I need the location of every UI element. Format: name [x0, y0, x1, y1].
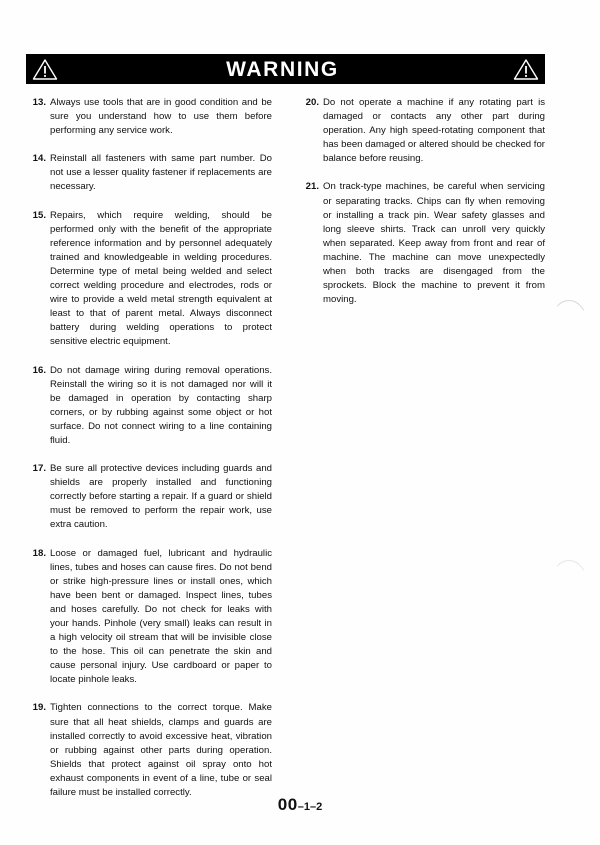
- list-item-number: 20.: [305, 97, 319, 108]
- warning-banner: [26, 54, 545, 84]
- list-item-number: 17.: [32, 463, 46, 475]
- list-item-text: Reinstall all fasteners with same part number. Do not use a lesser quality fastener if replacements are necessary.: [50, 153, 272, 193]
- list-item-number: 15.: [32, 209, 46, 221]
- list-item-text: On track-type machines, be careful when servicing or separating tracks. Chips can fly when removing or installing a track pin. Wear safety glasses and long sleeve shirts. Track can unroll very quickly when separated. Keep away from front and rear of machine. The machine can move unexpectedly when both tracks are disengaged from the sprockets. Block the machine to prevent it from moving.: [323, 181, 545, 306]
- list-item: [26, 547, 272, 688]
- list-item-number: 13.: [32, 97, 46, 108]
- list-item: [26, 209, 272, 350]
- list-item-number: 18.: [32, 547, 46, 559]
- list-item: [26, 364, 272, 449]
- warning-title: WARNING: [226, 57, 339, 81]
- page-footer: [0, 795, 600, 815]
- list-item: [299, 96, 545, 166]
- list-item-text: Do not operate a machine if any rotating part is damaged or contacts any other part during operation. Any high speed-rotating component that has been damaged or altered should be checked for balance before reusing.: [323, 97, 545, 165]
- scan-artifact-arc: [551, 560, 587, 582]
- list-item: [299, 180, 545, 307]
- left-column: [26, 96, 272, 814]
- list-item: [26, 96, 272, 138]
- list-item: [26, 462, 272, 532]
- list-item-text: Repairs, which require welding, should be performed only with the benefit of the appropriate reference information and by personnel adequately trained and knowledgeable in welding procedures. Determine type of metal being welded and select correct welding procedure and electrodes, rods or wire to provide a weld metal strength equivalent at least to that of parent metal. Always disconnect battery during welding operations to protect sensitive electric equipment.: [50, 209, 272, 348]
- list-item-text: Tighten connections to the correct torque. Make sure that all heat shields, clamps and guards are installed correctly to avoid excessive heat, vibration or rubbing against other parts during operation. Shields that protect against oil spray onto hot exhaust components in event of a line, tube or seal failure must be installed correctly.: [50, 702, 272, 799]
- list-item-text: Always use tools that are in good condition and be sure you understand how to use them before performing any service work.: [50, 97, 272, 137]
- list-item-text: Loose or damaged fuel, lubricant and hydraulic lines, tubes and hoses can cause fires. Do not bend or strike high-pressure lines or install ones, which have been bent or damaged. Inspect lines, tubes and hoses carefully. Do not check for leaks with your hands. Pinhole (very small) leaks can result in a high velocity oil stream that will be invisible close to the hose. This oil can penetrate the skin and cause personal injury. Use cardboard or paper to locate pinhole leaks.: [50, 547, 272, 686]
- list-item: [26, 701, 272, 800]
- page-number-sub: –1–2: [297, 801, 323, 813]
- list-item-number: 21.: [305, 181, 319, 193]
- list-item-number: 19.: [32, 702, 46, 714]
- list-item-number: 16.: [32, 364, 46, 376]
- warning-triangle-icon: [32, 58, 58, 81]
- content-columns: [26, 96, 545, 814]
- list-item-number: 14.: [32, 153, 46, 165]
- scan-artifact-arc: [551, 300, 587, 322]
- list-item: [26, 152, 272, 194]
- page-number-main: 00: [277, 795, 298, 814]
- warning-triangle-icon: [513, 58, 539, 81]
- list-item-text: Be sure all protective devices including guards and shields are properly installed and functioning correctly before starting a repair. If a guard or shield must be removed to perform the repair work, use extra caution.: [50, 463, 272, 531]
- right-column: [299, 96, 545, 814]
- list-item-text: Do not damage wiring during removal operations. Reinstall the wiring so it is not damaged nor will it be damaged in operation by contacting sharp corners, or by rubbing against some object or hot surface. Do not connect wiring to a line containing fluid.: [50, 364, 272, 446]
